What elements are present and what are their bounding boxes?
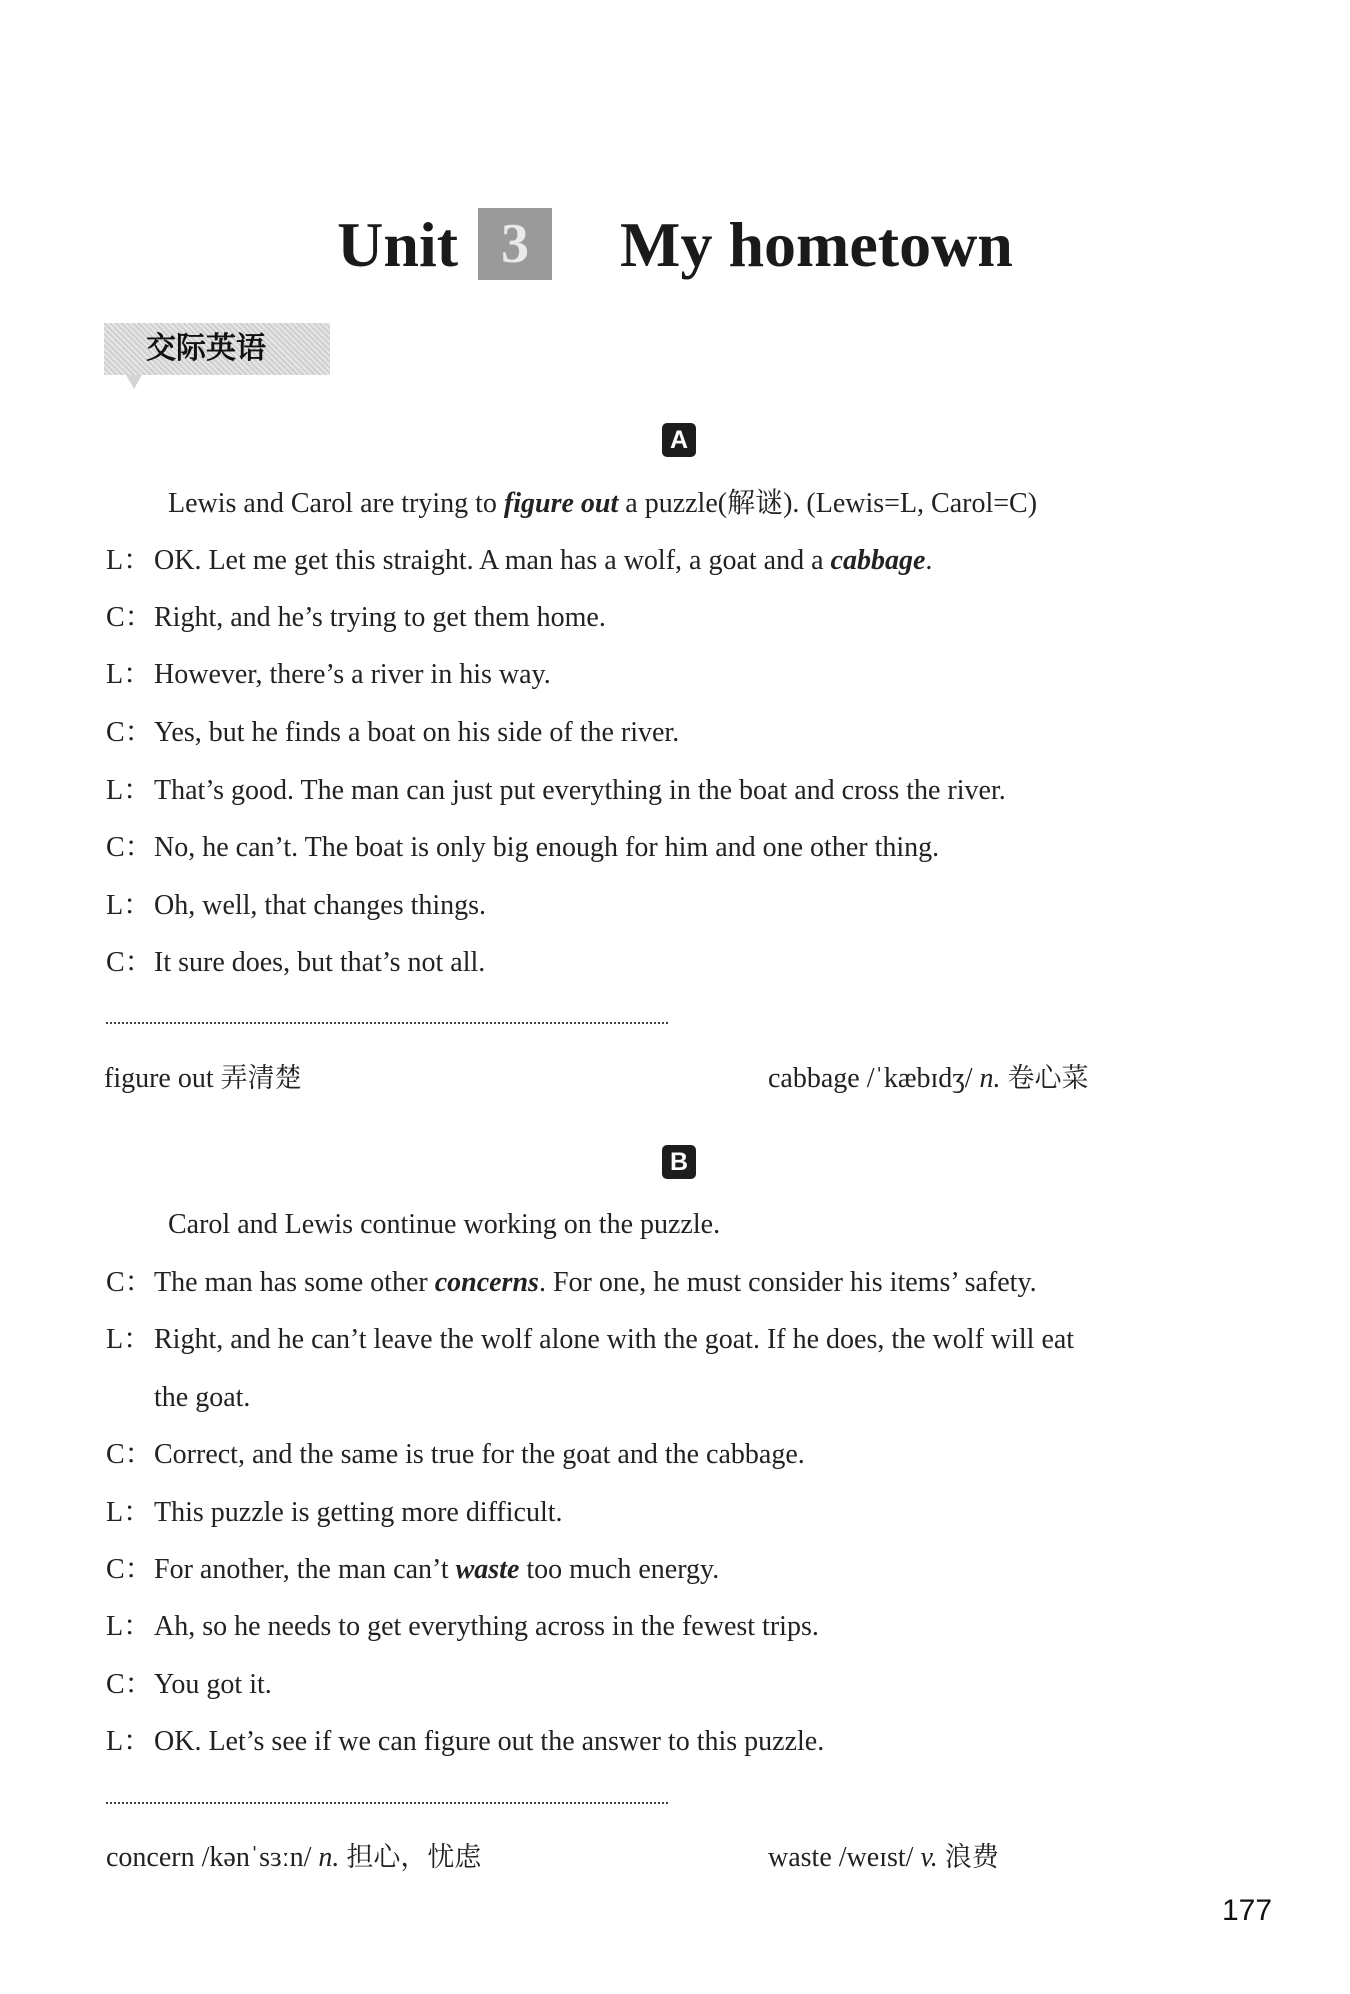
dialogue-line: C：No, he can’t. The boat is only big enough for him and one other thing. [106, 832, 940, 863]
keyword-waste: waste [455, 1554, 520, 1585]
unit-word: Unit [337, 209, 459, 280]
dialogue-line: C：For another, the man can’t waste too much energy. [106, 1554, 720, 1585]
dialogue-line: L： That’s good. The man can just put everything in the boat and cross the river. [106, 775, 1006, 806]
glossary-entry: concern /kənˈsɜːn/ n. 担心，忧虑 [106, 1842, 482, 1873]
glossary-entry: waste /weɪst/ v. 浪费 [768, 1842, 999, 1873]
dialogue-line: L： OK. Let’s see if we can figure out the answer to this puzzle. [106, 1726, 825, 1757]
dialogue-line: C：Yes, but he finds a boat on his side of the river. [106, 717, 680, 748]
section-tag: 交际英语 [104, 323, 330, 375]
dialogue-line: L： OK. Let me get this straight. A man has a wolf, a goat and a cabbage. [106, 545, 933, 576]
dialogue-line: C：You got it. [106, 1669, 272, 1700]
dialogue-line: L： This puzzle is getting more difficult. [106, 1497, 563, 1528]
dialogue-line: L： Oh, well, that changes things. [106, 890, 487, 921]
section-a-intro: Lewis and Carol are trying to figure out a puzzle(解谜). (Lewis=L, Carol=C) [168, 488, 1038, 519]
dialogue-line: C：Correct, and the same is true for the goat and the cabbage. [106, 1439, 805, 1470]
dialogue-line: L： However, there’s a river in his way. [106, 659, 551, 690]
unit-number-badge: 3 [478, 208, 552, 280]
dialogue-line: C：The man has some other concerns. For one, he must consider his items’ safety. [106, 1267, 1037, 1298]
glossary-entry: figure out 弄清楚 [104, 1063, 302, 1094]
glossary-divider [106, 1022, 668, 1024]
dialogue-line: L： Ah, so he needs to get everything across in the fewest trips. [106, 1611, 819, 1642]
glossary-divider [106, 1802, 668, 1804]
keyword-figure-out: figure out [503, 488, 619, 519]
dialogue-line: C：It sure does, but that’s not all. [106, 947, 486, 978]
page-number: 177 [1222, 1894, 1273, 1927]
dialogue-line-continuation: the goat. [154, 1382, 251, 1413]
page-title [0, 208, 1350, 282]
section-b-badge: B [662, 1145, 696, 1179]
keyword-cabbage: cabbage [830, 545, 926, 576]
keyword-concerns: concerns [434, 1267, 539, 1298]
section-a-badge: A [662, 423, 696, 457]
dialogue-line: L： Right, and he can’t leave the wolf alone with the goat. If he does, the wolf will eat [106, 1324, 1075, 1355]
section-b-intro: Carol and Lewis continue working on the puzzle. [168, 1209, 721, 1240]
unit-name: My hometown [620, 209, 1013, 280]
dialogue-line: C：Right, and he’s trying to get them home. [106, 602, 606, 633]
glossary-entry: cabbage /ˈkæbɪdʒ/ n. 卷心菜 [768, 1063, 1089, 1094]
